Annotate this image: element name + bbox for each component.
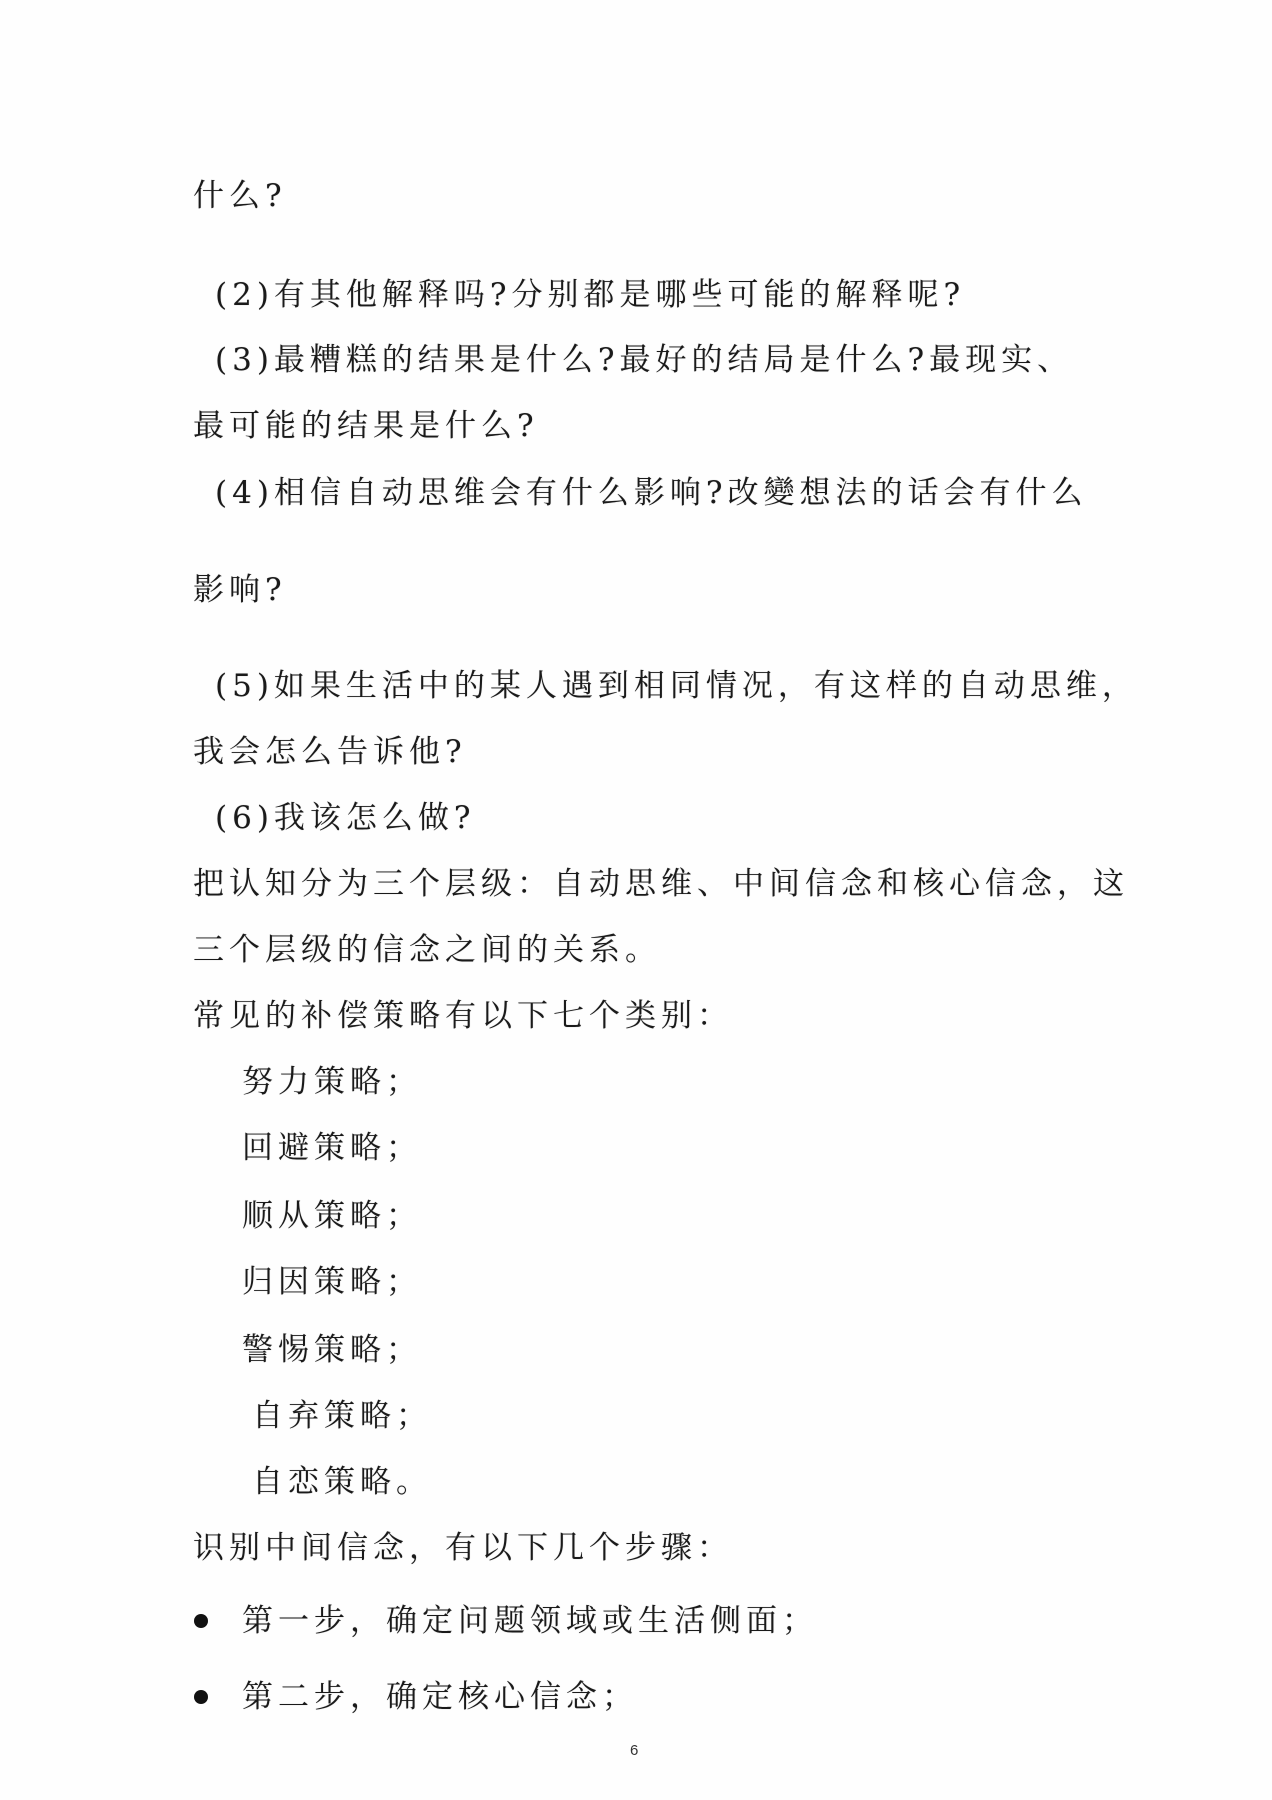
strategy-item: 努力策略； — [242, 1064, 422, 1100]
question-4-line-1: (4)相信自动思维会有什么影响?改變想法的话会有什么 — [215, 475, 1088, 511]
question-2: (2)有其他解释吗?分别都是哪些可能的解释呢? — [215, 277, 966, 313]
page-number: 6 — [630, 1742, 639, 1759]
question-6: (6)我该怎么做? — [215, 800, 476, 836]
question-5-line-2: 我会怎么告诉他? — [193, 734, 467, 770]
strategy-item: 归因策略； — [242, 1264, 422, 1300]
question-5-line-1: (5)如果生活中的某人遇到相同情况，有这样的自动思维， — [215, 668, 1138, 704]
strategy-item: 自弃策略； — [252, 1398, 432, 1434]
strategy-item: 回避策略； — [242, 1130, 422, 1166]
question-3-line-1: (3)最糟糕的结果是什么?最好的结局是什么?最现实、 — [215, 342, 1074, 378]
steps-intro: 识别中间信念，有以下几个步骤： — [193, 1530, 733, 1566]
paragraph-line-2: 三个层级的信念之间的关系。 — [193, 932, 661, 968]
text-line: 什么? — [193, 178, 287, 214]
question-3-line-2: 最可能的结果是什么? — [193, 408, 539, 444]
question-4-line-2: 影响? — [193, 572, 287, 608]
step-item: 第二步，确定核心信念； — [242, 1679, 638, 1715]
strategy-item: 自恋策略。 — [252, 1464, 432, 1500]
step-item: 第一步，确定问题领域或生活侧面； — [242, 1603, 818, 1639]
bullet-icon — [194, 1614, 208, 1628]
strategy-item: 顺从策略； — [242, 1198, 422, 1234]
strategy-item: 警惕策略； — [242, 1332, 422, 1368]
paragraph-line-1: 把认知分为三个层级：自动思维、中间信念和核心信念，这 — [193, 866, 1129, 902]
strategies-intro: 常见的补偿策略有以下七个类别： — [193, 998, 733, 1034]
bullet-icon — [194, 1690, 208, 1704]
